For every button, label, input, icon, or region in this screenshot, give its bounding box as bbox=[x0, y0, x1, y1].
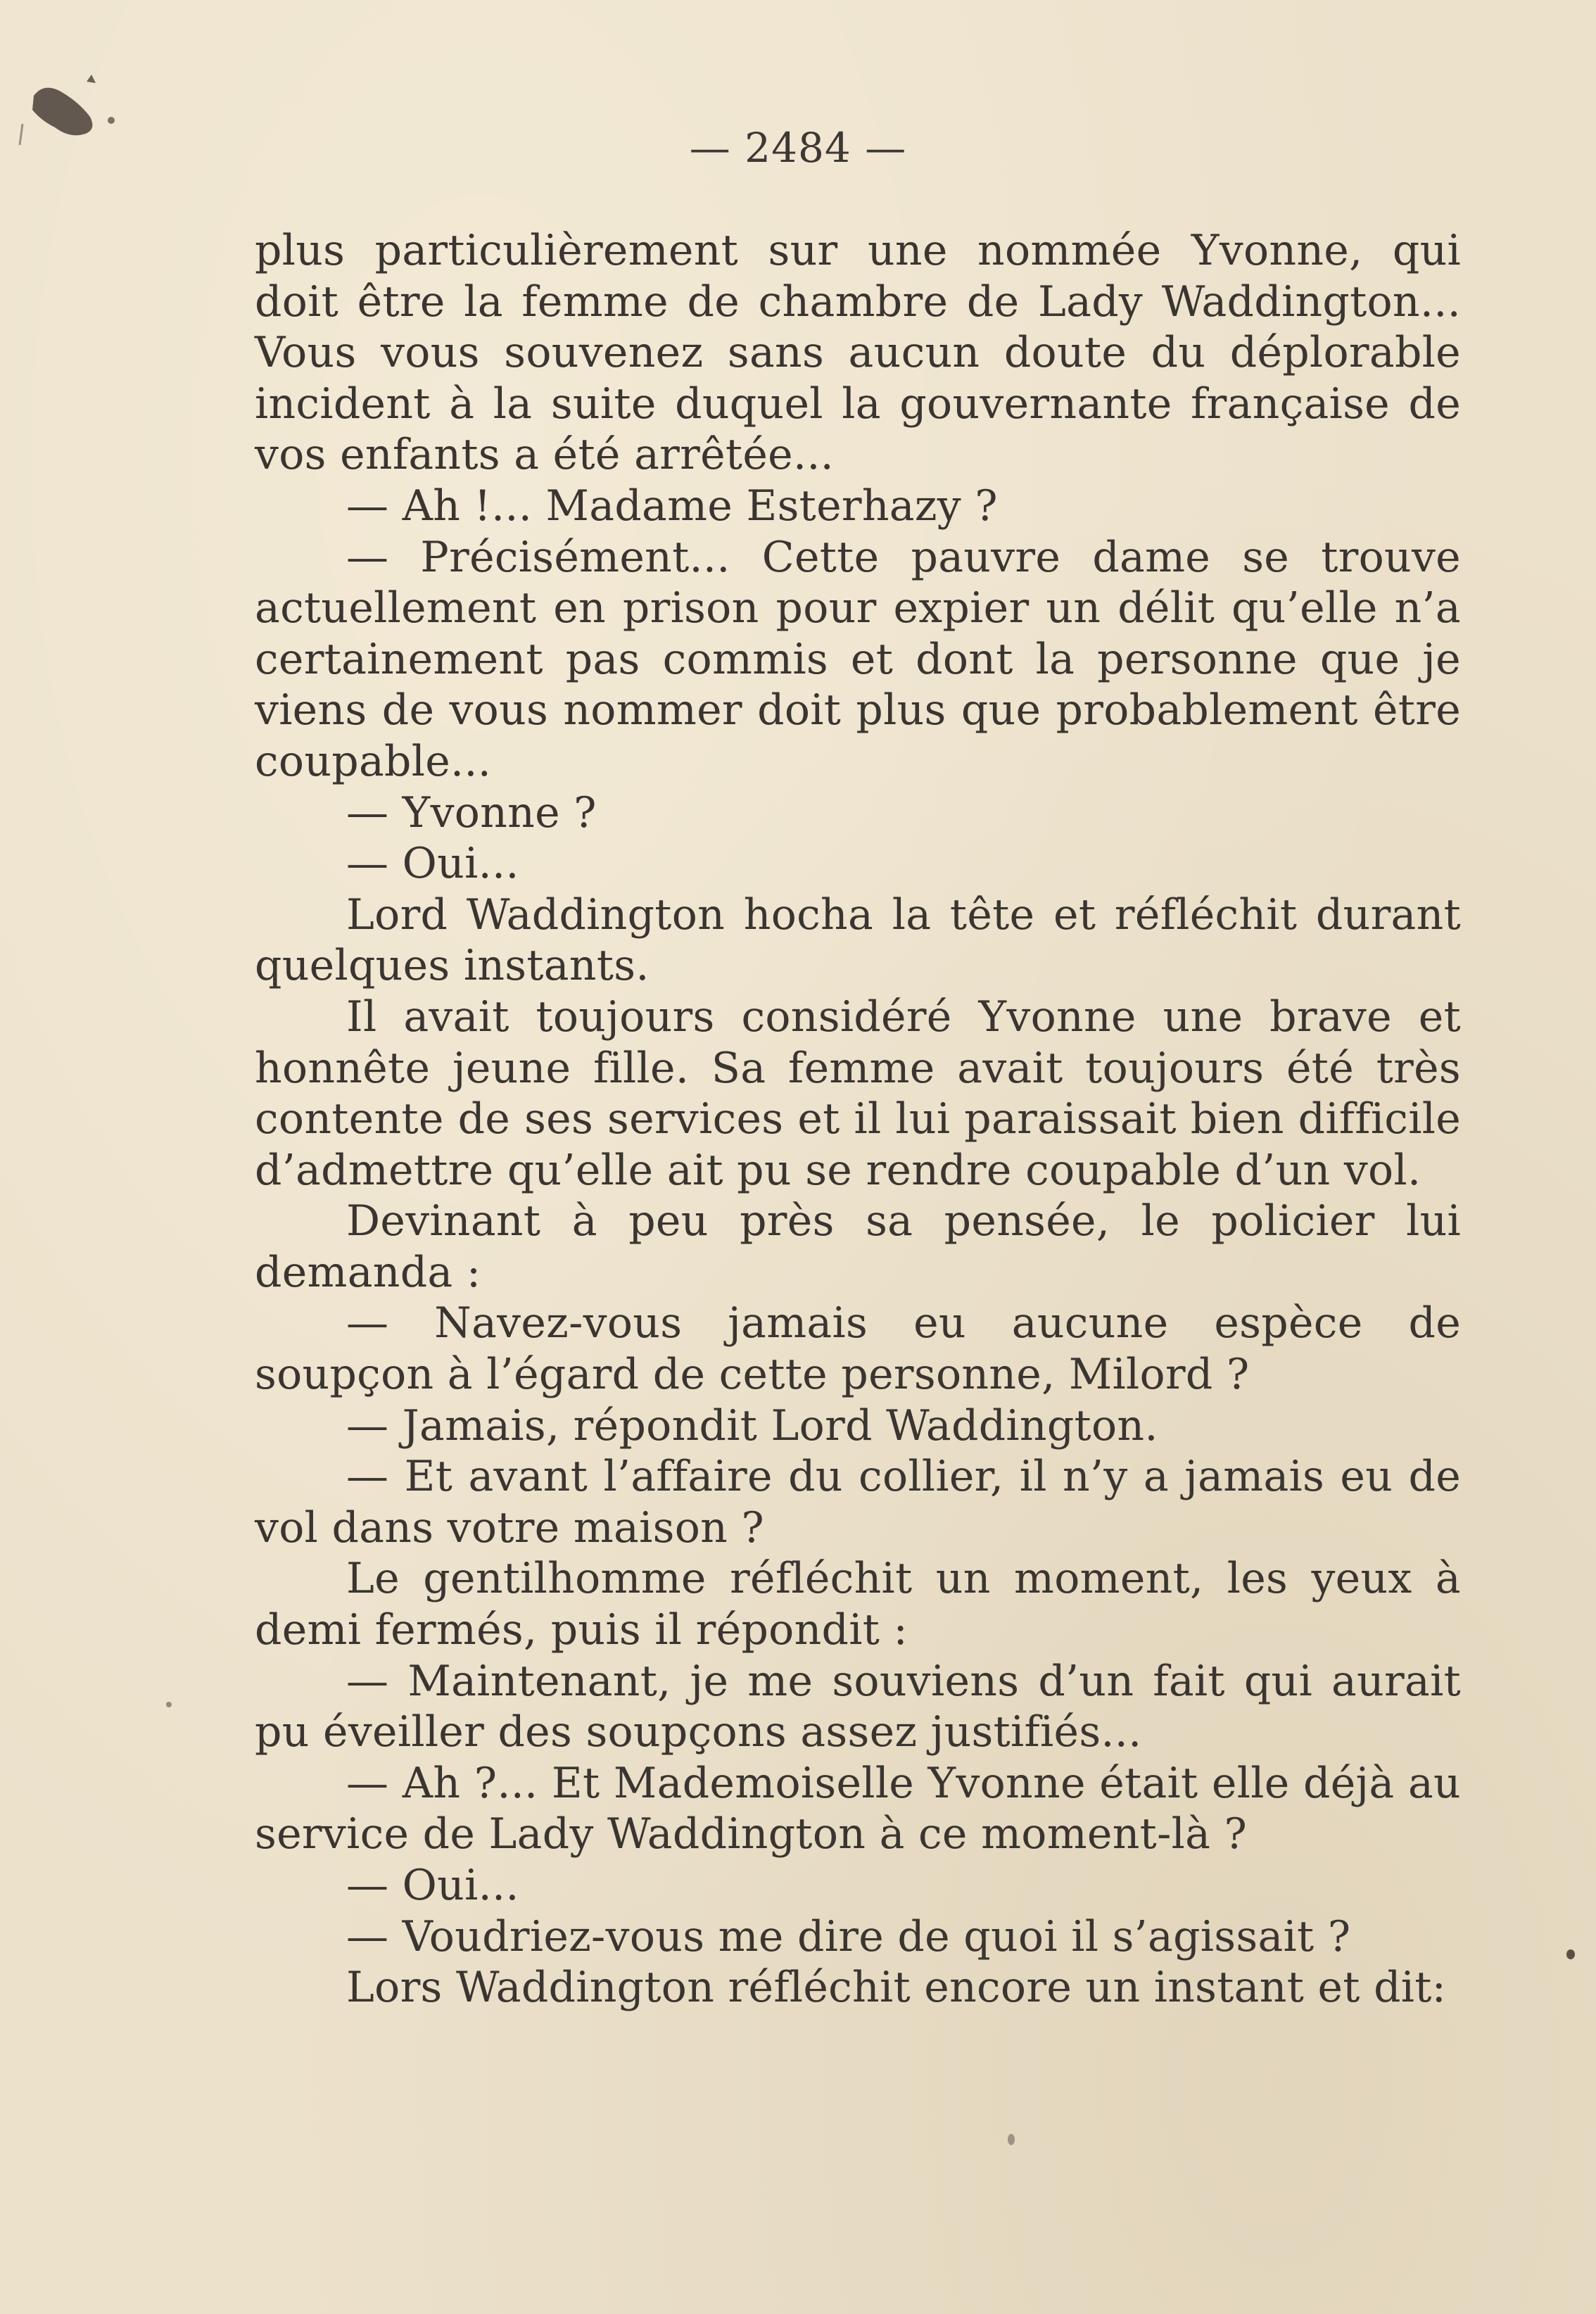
page-number: — 2484 — bbox=[689, 124, 907, 172]
paragraph: — Jamais, répondit Lord Waddington. bbox=[346, 1401, 1158, 1450]
ink-speck bbox=[166, 1702, 172, 1707]
paragraph: — Ah !... Madame Esterhazy ? bbox=[346, 481, 998, 531]
paragraph: — Ah ?... Et Mademoiselle Yvonne était elle déjà au service de Lady Waddington à ce moment-là ? bbox=[255, 1758, 1461, 1859]
ink-speck bbox=[1008, 2134, 1015, 2145]
paragraph: — Navez-vous jamais eu aucune espèce de soupçon à l’égard de cette personne, Milord ? bbox=[255, 1298, 1461, 1400]
paragraph: Il avait toujours considéré Yvonne une brave et honnête jeune fille. Sa femme avait toujours été très contente de ses services et il lui paraissait bien difficile d’admettre qu’elle ait pu se rendre coupable d’un vol. bbox=[255, 992, 1461, 1195]
paragraph: Lors Waddington réfléchit encore un instant et dit: bbox=[346, 1963, 1447, 2013]
paragraph: — Précisément... Cette pauvre dame se trouve actuellement en prison pour expier un délit qu’elle n’a certainement pas commis et dont la personne que je viens de vous nommer doit plus que probablement être coupable... bbox=[255, 532, 1461, 786]
paragraph: — Voudriez-vous me dire de quoi il s’agissait ? bbox=[346, 1911, 1351, 1961]
paragraph: — Oui... bbox=[346, 839, 519, 889]
paragraph: — Oui... bbox=[346, 1861, 519, 1910]
paragraph: — Yvonne ? bbox=[346, 788, 597, 837]
body-text bbox=[255, 225, 1461, 2013]
paragraph: — Et avant l’affaire du collier, il n’y a jamais eu de vol dans votre maison ? bbox=[255, 1452, 1461, 1553]
paragraph: Le gentilhomme réfléchit un moment, les yeux à demi fermés, puis il répondit : bbox=[255, 1554, 1461, 1655]
paragraph: Lord Waddington hocha la tête et réfléchit durant quelques instants. bbox=[255, 890, 1461, 991]
paragraph: Devinant à peu près sa pensée, le policier lui demanda : bbox=[255, 1196, 1461, 1297]
paragraph: — Maintenant, je me souviens d’un fait qui aurait pu éveiller des soupçons assez justifiés... bbox=[255, 1656, 1461, 1757]
ink-speck bbox=[1566, 1949, 1575, 1959]
paragraph: plus particulièrement sur une nommée Yvonne, qui doit être la femme de chambre de Lady Waddington... Vous vous souvenez sans aucun doute du déplorable incident à la suite duquel la gouvernante française de vos enfants a été arrêtée... bbox=[255, 226, 1461, 480]
